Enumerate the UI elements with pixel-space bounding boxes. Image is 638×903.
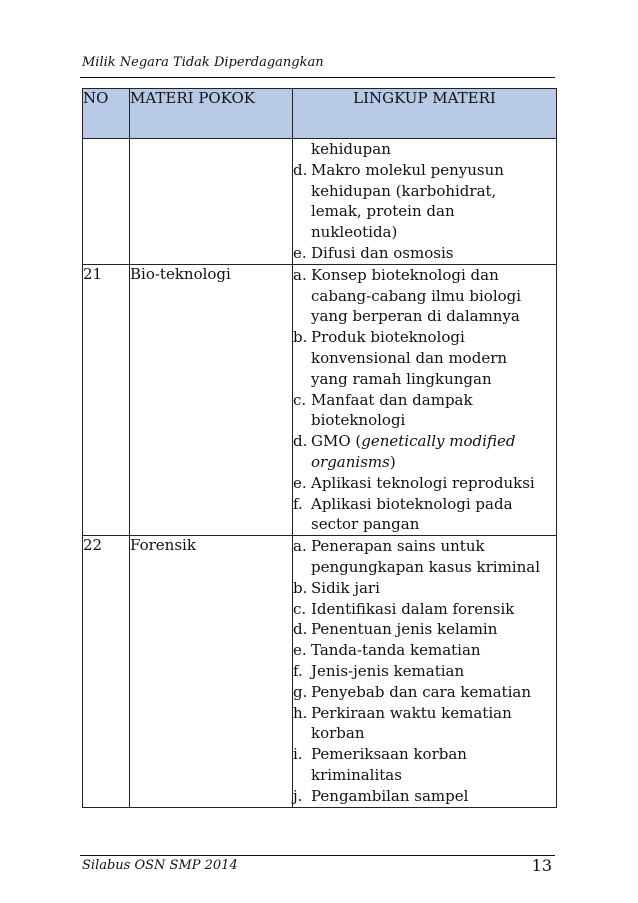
list-item-line: pengungkapan kasus kriminal [311,557,541,576]
list-item-line: Penentuan jenis kelamin [311,620,498,639]
list-item-line: kehidupan [311,140,391,158]
list-marker: i. [293,745,303,764]
list-marker: f. [293,494,303,513]
list-marker: a. [293,537,307,556]
list-item-line: kehidupan (karbohidrat, [311,181,497,200]
list-marker: f. [293,661,303,680]
list-item-line: nukleotida) [311,223,398,242]
list-marker: j. [293,786,303,805]
list-item-line: Aplikasi teknologi reproduksi [311,473,535,492]
list-marker: e. [293,473,307,492]
list-marker: e. [293,641,307,660]
list-item [293,431,556,473]
list-marker: d. [293,432,308,451]
cell-no: 22 [83,536,130,807]
cell-topic: Forensik [130,536,293,807]
list-item-line: Pengambilan sampel [311,786,469,805]
table-header-row [83,89,557,139]
cell-topic: Bio-teknologi [130,264,293,535]
list-item-text: GMO ( [311,432,362,451]
list-item-line: Aplikasi bioteknologi pada [311,494,513,513]
list-item-line: Difusi dan osmosis [311,243,454,262]
list-item [293,682,556,703]
list-marker: d. [293,620,308,639]
list-item-line: kriminalitas [311,765,402,784]
list-item-line: konvensional dan modern [311,348,508,367]
list-marker: c. [293,599,307,618]
list-item-line: Tanda-tanda kematian [311,641,481,660]
list-item [293,661,556,682]
list-item [293,744,556,786]
cell-scope [293,264,557,535]
list-marker: b. [293,328,308,347]
list-item-line: sector pangan [311,515,420,534]
list-item-italic: organisms [311,452,390,471]
list-item [293,640,556,661]
list-item [293,599,556,620]
list-item-italic: genetically modified [361,432,516,451]
list-item-text: ) [389,452,396,471]
page-number: 13 [531,856,552,875]
list-marker: c. [293,390,307,409]
table-row-continuation [83,139,557,265]
list-item-line: Penerapan sains untuk [311,537,485,556]
list-item-line: Produk bioteknologi [311,328,465,347]
list-marker: b. [293,578,308,597]
table-row-21 [83,264,557,535]
cell-no: 21 [83,264,130,535]
syllabus-table [82,88,557,808]
list-item-line: Makro molekul penyusun [311,160,504,179]
list-item-line: lemak, protein dan [311,202,455,221]
column-header-no: NO [83,89,130,139]
list-item-line: Konsep bioteknologi dan [311,265,499,284]
list-marker: e. [293,243,307,262]
cell-topic [130,139,293,265]
list-item [293,619,556,640]
list-item-line: Pemeriksaan korban [311,745,467,764]
list-marker: d. [293,160,308,179]
list-item [293,160,556,243]
list-item [293,327,556,389]
cell-scope [293,536,557,807]
list-item-line: Manfaat dan dampak [311,390,473,409]
footer-rule [80,855,555,856]
list-item-line: yang berperan di dalamnya [311,307,520,326]
list-item [293,578,556,599]
list-item [293,494,556,536]
list-item [293,390,556,432]
list-marker: a. [293,265,307,284]
list-item-line: Identifikasi dalam forensik [311,599,515,618]
running-footer: Silabus OSN SMP 2014 [82,858,238,873]
list-item-line: korban [311,724,365,743]
list-item-line: cabang-cabang ilmu biologi [311,286,522,305]
list-item [293,536,556,578]
list-item [293,265,556,327]
list-marker: g. [293,682,308,701]
list-item [293,786,556,807]
list-item-line: Sidik jari [311,578,380,597]
cell-no [83,139,130,265]
cell-scope [293,139,557,265]
list-item [293,473,556,494]
list-item-line: yang ramah lingkungan [311,369,492,388]
list-item-line: Penyebab dan cara kematian [311,682,531,701]
running-header: Milik Negara Tidak Diperdagangkan [82,55,324,70]
list-item-line: Perkiraan waktu kematian [311,703,512,722]
list-item-line: bioteknologi [311,411,406,430]
list-item-line: Jenis-jenis kematian [311,661,465,680]
list-item [293,243,556,264]
column-header-materi-pokok: MATERI POKOK [130,89,293,139]
table-row-22 [83,536,557,807]
list-item [293,703,556,745]
column-header-lingkup-materi: LINGKUP MATERI [293,89,557,139]
list-marker: h. [293,703,308,722]
header-rule [80,77,555,78]
